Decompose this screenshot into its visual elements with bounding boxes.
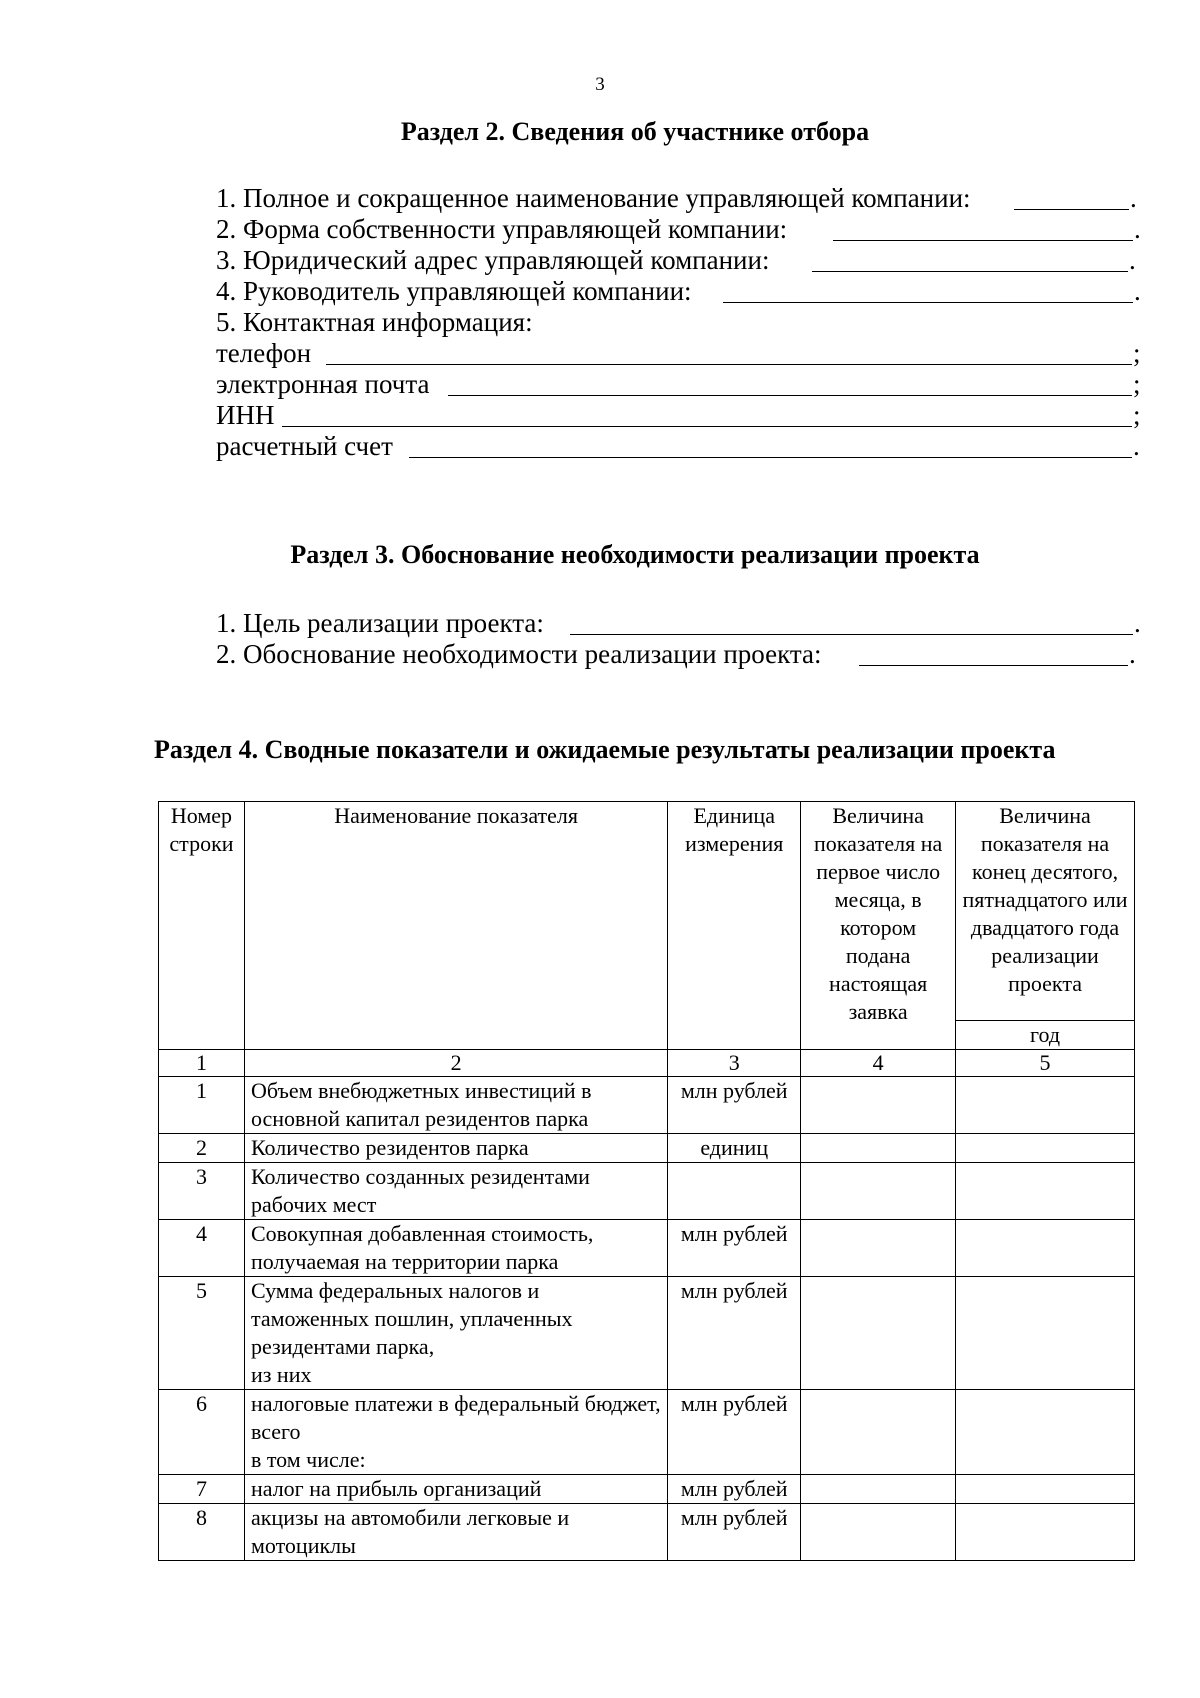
indicator-name: акцизы на автомобили легковые и мотоциклы bbox=[244, 1504, 667, 1561]
indicator-name: Объем внебюджетных инвестиций в основной капитал резидентов парка bbox=[244, 1077, 667, 1134]
indicator-name: налог на прибыль организаций bbox=[244, 1475, 667, 1504]
field-label: расчетный счет bbox=[216, 431, 393, 461]
line-end: . bbox=[1129, 245, 1136, 275]
row-number: 5 bbox=[159, 1277, 245, 1390]
field-label: ИНН bbox=[216, 400, 275, 430]
header-year: год bbox=[956, 1021, 1135, 1050]
field-label: 5. Контактная информация: bbox=[216, 307, 533, 337]
value-end-cell[interactable] bbox=[956, 1134, 1135, 1163]
indicator-name-text: Сумма федеральных налогов и таможенных пошлин, уплаченных резидентами парка, bbox=[250, 1278, 573, 1359]
column-number: 4 bbox=[801, 1050, 956, 1077]
column-number: 3 bbox=[668, 1050, 801, 1077]
indicator-name-extra: из них bbox=[250, 1362, 312, 1387]
field-bank-account[interactable] bbox=[216, 429, 1151, 463]
blank-line bbox=[833, 240, 1133, 241]
value-first-cell[interactable] bbox=[801, 1077, 956, 1134]
section-3-title: Раздел 3. Обоснование необходимости реализации проекта bbox=[290, 540, 980, 569]
value-end-cell[interactable] bbox=[956, 1504, 1135, 1561]
row-number: 3 bbox=[159, 1163, 245, 1220]
indicator-name-text: налоговые платежи в федеральный бюджет, всего bbox=[250, 1391, 661, 1444]
field-director[interactable] bbox=[216, 274, 1151, 308]
line-end: ; bbox=[1133, 369, 1141, 399]
table-header-row bbox=[159, 802, 1135, 1021]
indicator-name: Количество созданных резидентами рабочих мест bbox=[244, 1163, 667, 1220]
row-number: 1 bbox=[159, 1077, 245, 1134]
indicators-table bbox=[158, 801, 1135, 1561]
field-label: телефон bbox=[216, 338, 312, 368]
value-first-cell[interactable] bbox=[801, 1163, 956, 1220]
table-row bbox=[159, 1077, 1135, 1134]
row-number: 2 bbox=[159, 1134, 245, 1163]
field-company-name[interactable] bbox=[216, 181, 1151, 215]
header-unit: Единица измерения bbox=[668, 802, 801, 1050]
unit-cell: млн рублей bbox=[668, 1277, 801, 1390]
value-end-cell[interactable] bbox=[956, 1277, 1135, 1390]
unit-cell bbox=[668, 1163, 801, 1220]
line-end: . bbox=[1130, 183, 1137, 213]
line-end: . bbox=[1129, 639, 1136, 669]
indicator-name: Количество резидентов парка bbox=[244, 1134, 667, 1163]
field-project-justification[interactable] bbox=[216, 637, 1151, 671]
blank-line bbox=[859, 665, 1128, 666]
field-label: электронная почта bbox=[216, 369, 430, 399]
indicator-name bbox=[244, 1277, 667, 1390]
table-row bbox=[159, 1475, 1135, 1504]
table-row bbox=[159, 1277, 1135, 1390]
value-first-cell[interactable] bbox=[801, 1475, 956, 1504]
table-row bbox=[159, 1504, 1135, 1561]
unit-cell: млн рублей bbox=[668, 1220, 801, 1277]
line-end: . bbox=[1133, 431, 1140, 461]
table-row bbox=[159, 1163, 1135, 1220]
value-first-cell[interactable] bbox=[801, 1390, 956, 1475]
field-label: 1. Цель реализации проекта: bbox=[216, 608, 544, 638]
value-first-cell[interactable] bbox=[801, 1134, 956, 1163]
field-label: 3. Юридический адрес управляющей компании: bbox=[216, 245, 770, 275]
blank-line bbox=[812, 271, 1128, 272]
blank-line bbox=[570, 634, 1133, 635]
header-value-end: Величина показателя на конец десятого, пятнадцатого или двадцатого года реализации проекта bbox=[956, 802, 1135, 1021]
value-end-cell[interactable] bbox=[956, 1077, 1135, 1134]
blank-line bbox=[1014, 209, 1129, 210]
page-number: 3 bbox=[595, 74, 605, 95]
value-end-cell[interactable] bbox=[956, 1475, 1135, 1504]
column-number: 5 bbox=[956, 1050, 1135, 1077]
column-number-row bbox=[159, 1050, 1135, 1077]
indicator-name bbox=[244, 1390, 667, 1475]
field-label: 1. Полное и сокращенное наименование управляющей компании: bbox=[216, 183, 971, 213]
table-row bbox=[159, 1220, 1135, 1277]
unit-cell: единиц bbox=[668, 1134, 801, 1163]
section-4-title: Раздел 4. Сводные показатели и ожидаемые результаты реализации проекта bbox=[154, 735, 1056, 764]
field-inn[interactable] bbox=[216, 398, 1151, 432]
value-first-cell[interactable] bbox=[801, 1504, 956, 1561]
row-number: 8 bbox=[159, 1504, 245, 1561]
field-label: 2. Обоснование необходимости реализации проекта: bbox=[216, 639, 822, 669]
line-end: . bbox=[1134, 608, 1141, 638]
blank-line bbox=[282, 426, 1132, 427]
row-number: 6 bbox=[159, 1390, 245, 1475]
field-label: 4. Руководитель управляющей компании: bbox=[216, 276, 692, 306]
line-end: ; bbox=[1133, 338, 1141, 368]
section-2-title: Раздел 2. Сведения об участнике отбора bbox=[400, 117, 870, 146]
line-end: . bbox=[1134, 214, 1141, 244]
indicator-name: Совокупная добавленная стоимость, получаемая на территории парка bbox=[244, 1220, 667, 1277]
field-project-goal[interactable] bbox=[216, 606, 1151, 640]
header-row-number: Номер строки bbox=[159, 802, 245, 1050]
value-first-cell[interactable] bbox=[801, 1277, 956, 1390]
value-end-cell[interactable] bbox=[956, 1163, 1135, 1220]
header-indicator-name: Наименование показателя bbox=[244, 802, 667, 1050]
field-email[interactable] bbox=[216, 367, 1151, 401]
column-number: 1 bbox=[159, 1050, 245, 1077]
field-legal-address[interactable] bbox=[216, 243, 1151, 277]
contact-info-label bbox=[216, 305, 1151, 339]
value-end-cell[interactable] bbox=[956, 1390, 1135, 1475]
unit-cell: млн рублей bbox=[668, 1077, 801, 1134]
field-ownership-form[interactable] bbox=[216, 212, 1151, 246]
table-row bbox=[159, 1390, 1135, 1475]
unit-cell: млн рублей bbox=[668, 1475, 801, 1504]
header-value-first: Величина показателя на первое число месяца, в котором подана настоящая заявка bbox=[801, 802, 956, 1050]
line-end: . bbox=[1134, 276, 1141, 306]
value-end-cell[interactable] bbox=[956, 1220, 1135, 1277]
indicator-name-extra: в том числе: bbox=[250, 1447, 366, 1472]
blank-line bbox=[326, 364, 1132, 365]
field-phone[interactable] bbox=[216, 336, 1151, 370]
value-first-cell[interactable] bbox=[801, 1220, 956, 1277]
row-number: 4 bbox=[159, 1220, 245, 1277]
row-number: 7 bbox=[159, 1475, 245, 1504]
unit-cell: млн рублей bbox=[668, 1390, 801, 1475]
blank-line bbox=[448, 395, 1132, 396]
blank-line bbox=[409, 457, 1132, 458]
column-number: 2 bbox=[244, 1050, 667, 1077]
blank-line bbox=[723, 302, 1133, 303]
table-row bbox=[159, 1134, 1135, 1163]
field-label: 2. Форма собственности управляющей компании: bbox=[216, 214, 788, 244]
unit-cell: млн рублей bbox=[668, 1504, 801, 1561]
line-end: ; bbox=[1133, 400, 1141, 430]
